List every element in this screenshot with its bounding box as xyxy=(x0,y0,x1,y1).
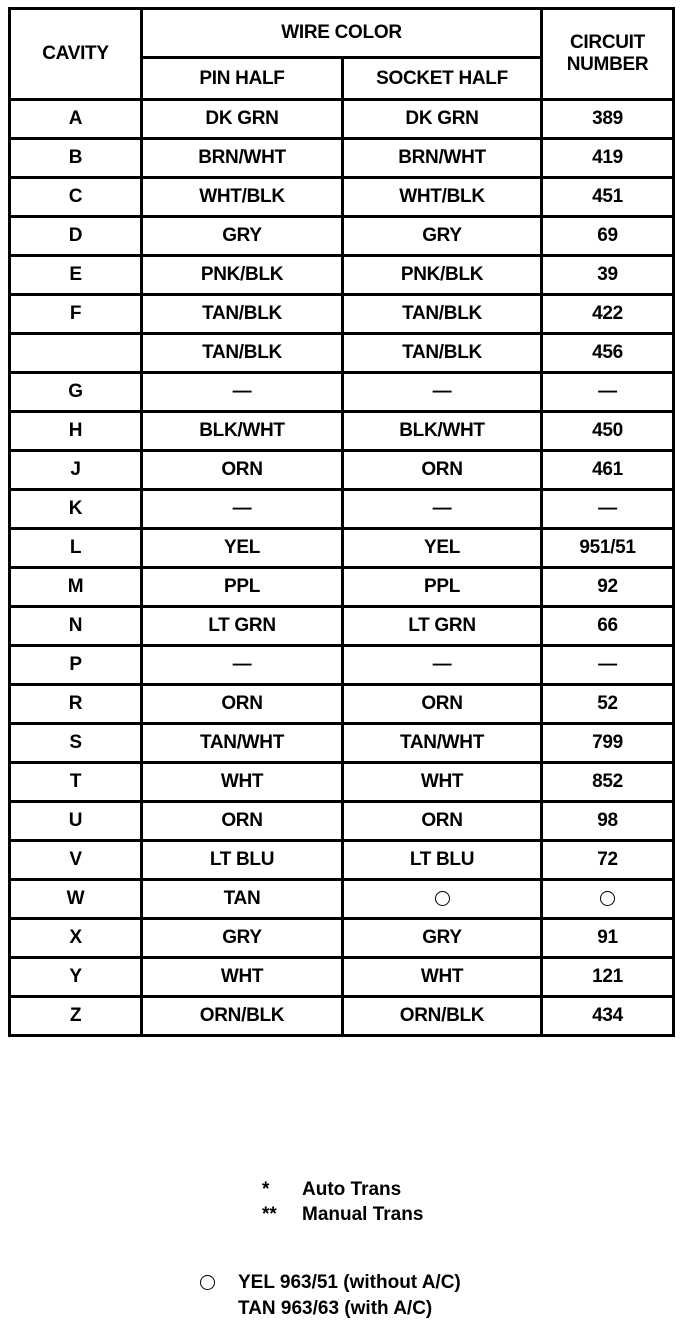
circuit-number-header xyxy=(542,9,674,100)
pin-half-cell: PNK/BLK xyxy=(142,256,343,295)
circuit-number-cell: 66 xyxy=(542,607,674,646)
socket-half-cell xyxy=(343,880,542,919)
circuit-number-cell: 799 xyxy=(542,724,674,763)
circle-icon xyxy=(200,1270,238,1296)
table-row xyxy=(10,841,674,880)
legend-symbol: ** xyxy=(262,1204,277,1225)
table-row xyxy=(10,139,674,178)
table-row xyxy=(10,529,674,568)
socket-half-cell: — xyxy=(343,490,542,529)
circuit-number-cell: 91 xyxy=(542,919,674,958)
circuit-number-cell: 92 xyxy=(542,568,674,607)
cavity-cell: P xyxy=(10,646,142,685)
circuit-number-cell: 52 xyxy=(542,685,674,724)
socket-half-cell: LT GRN xyxy=(343,607,542,646)
circuit-number-cell: — xyxy=(542,490,674,529)
pin-half-cell: GRY xyxy=(142,217,343,256)
cavity-cell: G xyxy=(10,373,142,412)
circuit-number-cell: 451 xyxy=(542,178,674,217)
pin-half-cell: — xyxy=(142,373,343,412)
circuit-header-line1: CIRCUIT xyxy=(570,32,645,53)
socket-half-cell: TAN/BLK xyxy=(343,334,542,373)
socket-half-cell: YEL xyxy=(343,529,542,568)
table-row xyxy=(10,334,674,373)
pin-half-cell: BRN/WHT xyxy=(142,139,343,178)
cavity-cell: C xyxy=(10,178,142,217)
socket-half-cell: PPL xyxy=(343,568,542,607)
circuit-number-cell: 461 xyxy=(542,451,674,490)
table-body xyxy=(10,100,674,1036)
pin-half-cell: WHT/BLK xyxy=(142,178,343,217)
table-row xyxy=(10,724,674,763)
table-row xyxy=(10,178,674,217)
cavity-cell: W xyxy=(10,880,142,919)
socket-half-cell: PNK/BLK xyxy=(343,256,542,295)
pin-half-cell: ORN xyxy=(142,451,343,490)
pin-half-cell: BLK/WHT xyxy=(142,412,343,451)
cavity-cell: H xyxy=(10,412,142,451)
footnote-text-1: YEL 963/51 (without A/C) xyxy=(238,1272,461,1293)
socket-half-cell: ORN/BLK xyxy=(343,997,542,1036)
table-row xyxy=(10,100,674,139)
cavity-cell: J xyxy=(10,451,142,490)
footnote xyxy=(200,1270,461,1322)
pin-half-cell: TAN/BLK xyxy=(142,295,343,334)
circuit-number-cell: 39 xyxy=(542,256,674,295)
cavity-cell: X xyxy=(10,919,142,958)
pin-half-cell: GRY xyxy=(142,919,343,958)
wire-color-header: WIRE COLOR xyxy=(142,9,542,58)
cavity-cell: T xyxy=(10,763,142,802)
table-row xyxy=(10,880,674,919)
pin-half-cell: TAN xyxy=(142,880,343,919)
cavity-cell: Y xyxy=(10,958,142,997)
table-row xyxy=(10,763,674,802)
cavity-cell: K xyxy=(10,490,142,529)
circuit-number-cell xyxy=(542,880,674,919)
circuit-number-cell: — xyxy=(542,373,674,412)
cavity-cell: S xyxy=(10,724,142,763)
legend-symbol: * xyxy=(262,1179,270,1200)
circle-icon xyxy=(600,891,615,906)
footnote-line-2 xyxy=(200,1296,461,1322)
socket-half-cell: LT BLU xyxy=(343,841,542,880)
circuit-number-cell: 422 xyxy=(542,295,674,334)
legend-item xyxy=(262,1177,423,1202)
socket-half-cell: — xyxy=(343,646,542,685)
socket-half-cell: ORN xyxy=(343,685,542,724)
cavity-cell: D xyxy=(10,217,142,256)
socket-half-cell: TAN/BLK xyxy=(343,295,542,334)
socket-half-cell: WHT/BLK xyxy=(343,178,542,217)
cavity-cell: L xyxy=(10,529,142,568)
socket-half-cell: GRY xyxy=(343,217,542,256)
pin-half-cell: — xyxy=(142,646,343,685)
table-row xyxy=(10,997,674,1036)
socket-half-cell: GRY xyxy=(343,919,542,958)
table-row xyxy=(10,217,674,256)
circuit-number-cell: 121 xyxy=(542,958,674,997)
cavity-cell: V xyxy=(10,841,142,880)
cavity-cell: A xyxy=(10,100,142,139)
table-row xyxy=(10,919,674,958)
table-row xyxy=(10,685,674,724)
footnote-line-1 xyxy=(200,1270,461,1296)
pin-half-cell: WHT xyxy=(142,763,343,802)
pin-half-cell: ORN xyxy=(142,685,343,724)
socket-half-header: SOCKET HALF xyxy=(343,58,542,100)
table-row xyxy=(10,607,674,646)
cavity-cell: E xyxy=(10,256,142,295)
cavity-cell: B xyxy=(10,139,142,178)
circuit-number-cell: 98 xyxy=(542,802,674,841)
table-row xyxy=(10,646,674,685)
circuit-number-cell: 389 xyxy=(542,100,674,139)
table-row xyxy=(10,568,674,607)
socket-half-cell: BRN/WHT xyxy=(343,139,542,178)
pin-half-cell: LT GRN xyxy=(142,607,343,646)
cavity-cell xyxy=(10,334,142,373)
socket-half-cell: DK GRN xyxy=(343,100,542,139)
pin-half-cell: DK GRN xyxy=(142,100,343,139)
footnote-text-2: TAN 963/63 (with A/C) xyxy=(238,1298,433,1319)
cavity-cell: N xyxy=(10,607,142,646)
legend-item xyxy=(262,1202,423,1227)
circuit-number-cell: 852 xyxy=(542,763,674,802)
circuit-number-cell: 69 xyxy=(542,217,674,256)
circuit-header-line2: NUMBER xyxy=(566,54,649,75)
table-row xyxy=(10,295,674,334)
cavity-cell: R xyxy=(10,685,142,724)
legend xyxy=(262,1177,423,1227)
socket-half-cell: — xyxy=(343,373,542,412)
socket-half-cell: ORN xyxy=(343,451,542,490)
socket-half-cell: BLK/WHT xyxy=(343,412,542,451)
cavity-cell: U xyxy=(10,802,142,841)
wire-color-table xyxy=(8,7,675,1037)
circuit-number-cell: 434 xyxy=(542,997,674,1036)
cavity-cell: F xyxy=(10,295,142,334)
circuit-number-cell: 419 xyxy=(542,139,674,178)
circle-icon xyxy=(435,891,450,906)
table-row xyxy=(10,373,674,412)
socket-half-cell: ORN xyxy=(343,802,542,841)
socket-half-cell: WHT xyxy=(343,958,542,997)
legend-text: Auto Trans xyxy=(302,1179,402,1200)
table-row xyxy=(10,802,674,841)
circuit-number-cell: 456 xyxy=(542,334,674,373)
pin-half-cell: LT BLU xyxy=(142,841,343,880)
table-row xyxy=(10,256,674,295)
pin-half-cell: ORN xyxy=(142,802,343,841)
pin-half-cell: — xyxy=(142,490,343,529)
table-row xyxy=(10,490,674,529)
circuit-number-cell: 951/51 xyxy=(542,529,674,568)
pin-half-cell: YEL xyxy=(142,529,343,568)
pin-half-cell: TAN/WHT xyxy=(142,724,343,763)
pin-half-cell: ORN/BLK xyxy=(142,997,343,1036)
circuit-number-cell: — xyxy=(542,646,674,685)
cavity-header: CAVITY xyxy=(10,9,142,100)
socket-half-cell: WHT xyxy=(343,763,542,802)
pin-half-header: PIN HALF xyxy=(142,58,343,100)
circuit-number-cell: 450 xyxy=(542,412,674,451)
table-row xyxy=(10,451,674,490)
cavity-cell: M xyxy=(10,568,142,607)
legend-text: Manual Trans xyxy=(302,1204,424,1225)
cavity-cell: Z xyxy=(10,997,142,1036)
table-row xyxy=(10,958,674,997)
circuit-number-cell: 72 xyxy=(542,841,674,880)
socket-half-cell: TAN/WHT xyxy=(343,724,542,763)
pin-half-cell: PPL xyxy=(142,568,343,607)
pin-half-cell: TAN/BLK xyxy=(142,334,343,373)
table-row xyxy=(10,412,674,451)
pin-half-cell: WHT xyxy=(142,958,343,997)
